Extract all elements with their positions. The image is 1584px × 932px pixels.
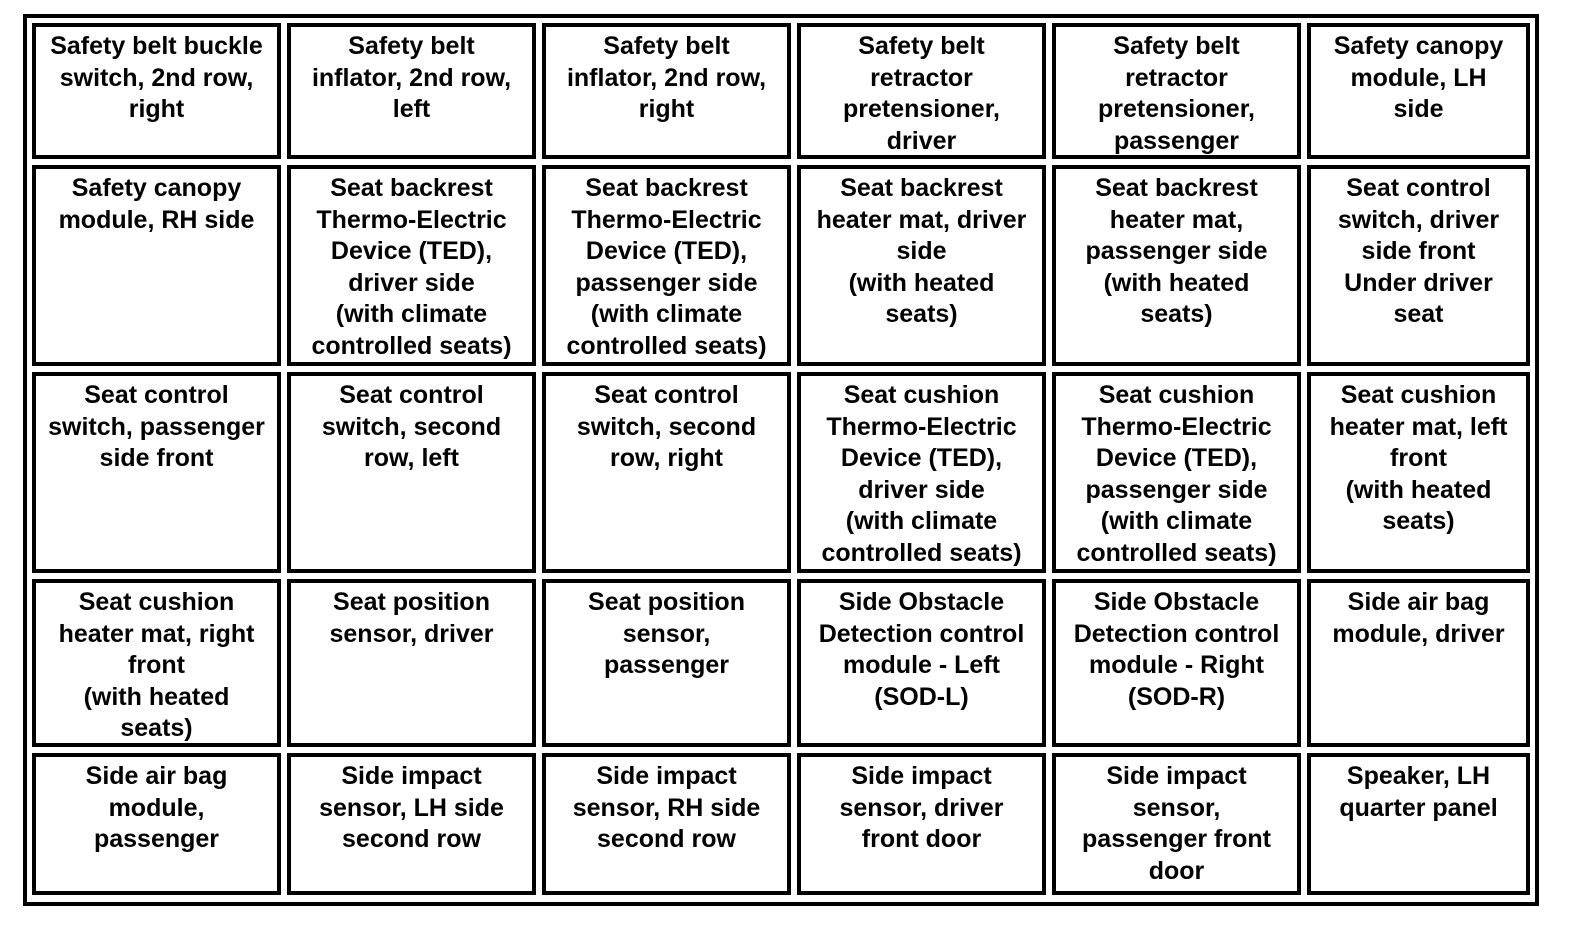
table-cell [794,750,1049,898]
table-cell [284,162,539,369]
table-cell [284,20,539,162]
table-cell [539,20,794,162]
table-cell [1049,369,1304,576]
table-cell [794,576,1049,750]
cell-text: Side air bag module, passenger [32,753,281,895]
table-cell [29,576,284,750]
table-cell [539,162,794,369]
cell-text: Side impact sensor, passenger front door [1052,753,1301,895]
cell-text: Seat control switch, driver side front Under driver seat [1307,165,1530,366]
cell-text: Seat backrest heater mat, passenger side (with heated seats) [1052,165,1301,366]
table-cell [539,750,794,898]
table-cell [1304,750,1533,898]
cell-text: Seat control switch, second row, left [287,372,536,573]
table-cell [1049,162,1304,369]
cell-text: Seat backrest Thermo-Electric Device (TED), passenger side (with climate controlled seats) [542,165,791,366]
cell-text: Side Obstacle Detection control module - Left (SOD-L) [797,579,1046,747]
cell-text: Safety canopy module, RH side [32,165,281,366]
cell-text: Safety belt inflator, 2nd row, left [287,23,536,159]
table-cell [29,750,284,898]
table-cell [1304,369,1533,576]
table-cell [284,576,539,750]
table-cell [539,576,794,750]
table-cell [29,369,284,576]
table-cell [1304,576,1533,750]
cell-text: Seat cushion heater mat, left front (with heated seats) [1307,372,1530,573]
table-cell [794,162,1049,369]
cell-text: Seat backrest heater mat, driver side (with heated seats) [797,165,1046,366]
cell-text: Safety belt retractor pretensioner, driver [797,23,1046,159]
cell-text: Seat control switch, second row, right [542,372,791,573]
cell-text: Safety belt inflator, 2nd row, right [542,23,791,159]
table-cell [794,369,1049,576]
cell-text: Side Obstacle Detection control module - Right (SOD-R) [1052,579,1301,747]
table-cell [539,369,794,576]
cell-text: Seat position sensor, driver [287,579,536,747]
cell-text: Seat control switch, passenger side front [32,372,281,573]
table-cell [29,20,284,162]
table-cell [1304,162,1533,369]
table-cell [1049,576,1304,750]
table-cell [794,20,1049,162]
cell-text: Safety belt retractor pretensioner, passenger [1052,23,1301,159]
table-cell [1304,20,1533,162]
cell-text: Side impact sensor, driver front door [797,753,1046,895]
table-cell [29,162,284,369]
cell-text: Seat cushion heater mat, right front (with heated seats) [32,579,281,747]
component-table [23,14,1539,906]
cell-text: Seat position sensor, passenger [542,579,791,747]
cell-text: Side impact sensor, RH side second row [542,753,791,895]
table-cell [1049,750,1304,898]
table-cell [1049,20,1304,162]
cell-text: Side impact sensor, LH side second row [287,753,536,895]
table-cell [284,369,539,576]
cell-text: Safety canopy module, LH side [1307,23,1530,159]
component-grid [29,20,1533,900]
cell-text: Safety belt buckle switch, 2nd row, right [32,23,281,159]
cell-text: Seat cushion Thermo-Electric Device (TED), passenger side (with climate controlled seats) [1052,372,1301,573]
cell-text: Seat cushion Thermo-Electric Device (TED), driver side (with climate controlled seats) [797,372,1046,573]
table-cell [284,750,539,898]
cell-text: Side air bag module, driver [1307,579,1530,747]
cell-text: Speaker, LH quarter panel [1307,753,1530,895]
cell-text: Seat backrest Thermo-Electric Device (TED), driver side (with climate controlled seats) [287,165,536,366]
